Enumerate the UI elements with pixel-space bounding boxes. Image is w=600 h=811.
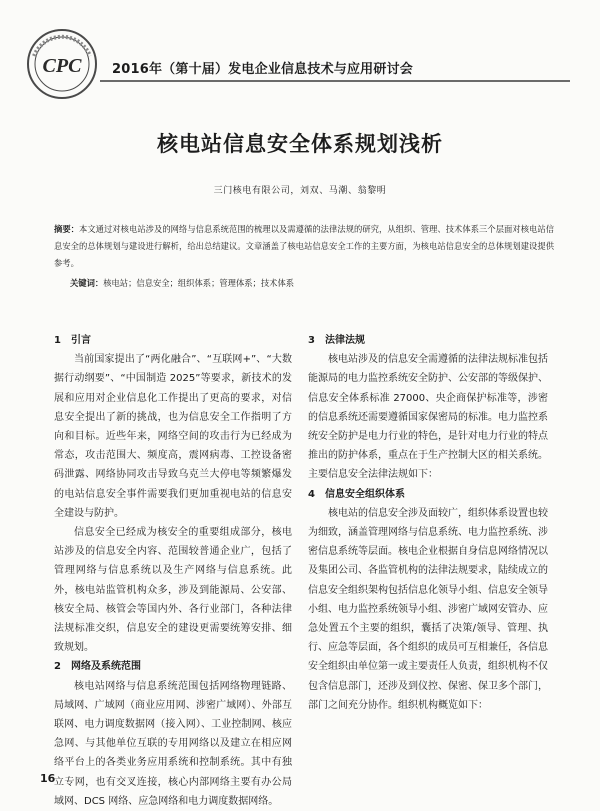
paragraph: 核电站的信息安全涉及面较广，组织体系设置也较为细致，涵盖管理网络与信息系统、电力监控系统、涉密信息系统等层面。核电企业根据自身信息网络情况以及集团公司、各监管机构的法律法规要求，陆续成立的信息安全组织架构包括信息化领导小组、信息安全领导小组、电力监控系统领导小组、涉密广域网安管办、应急处置五个主要的组织，囊括了决策/领导、管理、执行、应急等层面，各个组织的成员可互相兼任，各信息安全组织由单位第一或主要责任人负责，组织机构不仅包含信息部门，还涉及到仪控、保密、保卫多个部门，部门之间充分协作。组织机构概览如下： bbox=[308, 507, 548, 711]
page-number: 16 bbox=[40, 772, 56, 785]
paragraph: 核电站网络与信息系统范围包括网络物理链路、局域网、广域网（商业应用网、涉密广域网）、外部互联网、电力调度数据网（接入网）、工业控制网、核应急网、与其他单位互联的专用网络以及建立在相应网络平台上的各类业务应用系统和控制系统。其中有独立专网，也有交叉连接，核心内部网络主要有办公局域网、DCS 网络、应急网络和电力调度数据网络。 bbox=[54, 680, 292, 807]
abstract-label: 摘要： bbox=[54, 224, 80, 234]
section-heading: 1 引言 bbox=[54, 335, 91, 346]
keywords-text: 核电站；信息安全；组织体系；管理体系；技术体系 bbox=[103, 278, 295, 288]
paragraph: 当前国家提出了“两化融合”、“互联网+”、“大数据行动纲要”、“中国制造 2025”等要求，新技术的发展和应用对企业信息化工作提出了更高的要求，对信息安全提出了新的挑战，也为信息安全工作指明了方向和目标。近些年来，网络空间的攻击行为已经成为常态，攻击范围大、频度高，震网病毒、工控设备密码泄露、网络协同攻击导致乌克兰大停电等频繁爆发的电站信息安全事件需要我们更加重视电站的信息安全建设与防护。 bbox=[54, 354, 292, 519]
conference-title: 2016年（第十届）发电企业信息技术与应用研讨会 bbox=[112, 62, 413, 77]
abstract-text: 本文通过对核电站涉及的网络与信息系统范围的梳理以及需遵循的法律法规的研究，从组织、管理、技术体系三个层面对核电站信息安全的总体规划与建设进行解析，给出总结建议。文章涵盖了核电站信息安全工作的主要方面，为核电站信息安全的总体规划建设提供参考。 bbox=[54, 224, 554, 268]
authors: 三门核电有限公司，刘双、马潮、翁黎明 bbox=[213, 186, 387, 196]
keywords bbox=[70, 277, 550, 289]
abstract bbox=[54, 221, 554, 272]
right-column bbox=[308, 331, 548, 715]
paragraph: 核电站涉及的信息安全需遵循的法律法规标准包括能源局的电力监控系统安全防护、公安部的等级保护、信息安全体系标准 27000、央企商保护标准等，涉密的信息系统还需要遵循国家保密局的标准。电力监控系统安全防护是电力行业的特色，是针对电力行业的特点推出的防护体系，重点在于生产控制大区的相关系统。主要信息安全法律法规如下： bbox=[308, 354, 548, 481]
paragraph: 信息安全已经成为核安全的重要组成部分，核电站涉及的信息安全内容、范围较普通企业广，包括了管理网络与信息系统以及生产网络与信息系统。此外，核电站监管机构众多，涉及到能源局、公安部、核安全局、核管会等国内外、各行业部门，各种法律法规标准交织，信息安全的建设更需要统筹安排、细致规划。 bbox=[54, 527, 292, 654]
section-heading: 4 信息安全组织体系 bbox=[308, 488, 405, 500]
paper-title: 核电站信息安全体系规划浅析 bbox=[157, 132, 443, 156]
left-column bbox=[54, 331, 292, 811]
keywords-label: 关键词： bbox=[70, 278, 104, 288]
section-heading: 2 网络及系统范围 bbox=[54, 661, 141, 673]
logo-text: CPC bbox=[42, 55, 82, 77]
section-heading: 3 法律法规 bbox=[308, 335, 365, 346]
conference-logo bbox=[24, 26, 100, 102]
header-divider bbox=[100, 80, 570, 82]
